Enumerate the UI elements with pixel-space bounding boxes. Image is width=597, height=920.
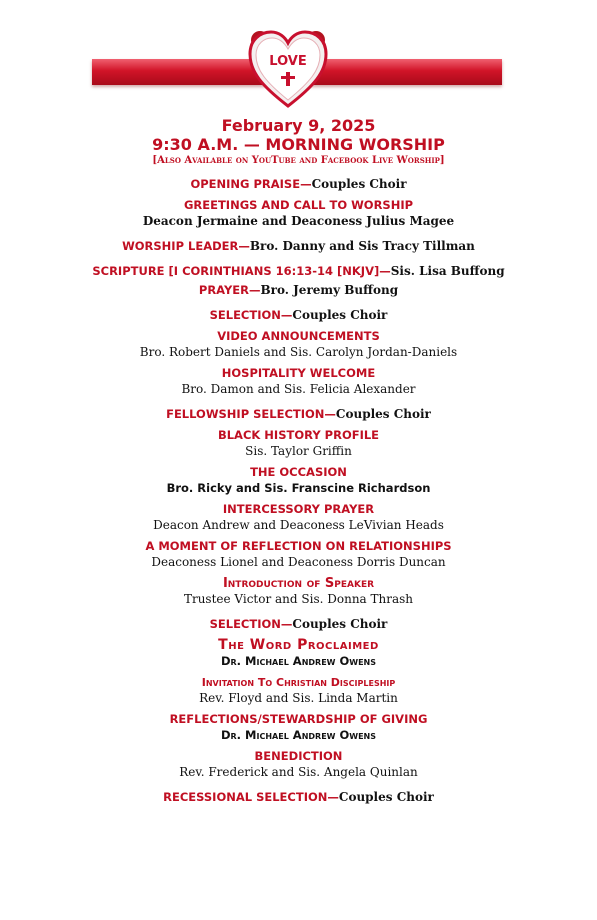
the-occasion	[0, 465, 597, 496]
program-list	[0, 116, 597, 811]
intercessory-prayer	[0, 502, 597, 533]
worship-leader	[0, 235, 597, 254]
item-title: PRAYER—	[198, 283, 261, 297]
fellowship-selection	[0, 403, 597, 422]
item-title: FELLOWSHIP SELECTION—	[166, 407, 336, 421]
selection-2	[0, 613, 597, 632]
service-date: February 9, 2025	[221, 116, 376, 135]
black-history-profile	[0, 428, 597, 459]
item-title: GREETINGS AND CALL TO WORSHIP	[183, 198, 414, 212]
service-title: 9:30 A.M. — MORNING WORSHIP	[152, 135, 445, 154]
word-proclaimed	[0, 638, 597, 669]
recessional-selection	[0, 786, 597, 805]
item-people: Dr. Michael Andrew Owens	[220, 654, 377, 668]
benediction	[0, 749, 597, 780]
item-people: Rev. Floyd and Sis. Linda Martin	[199, 691, 398, 705]
item-people: Couples Choir	[338, 790, 434, 804]
item-people: Bro. Robert Daniels and Sis. Carolyn Jordan-Daniels	[139, 345, 458, 359]
item-title: INTERCESSORY PRAYER	[222, 502, 375, 516]
item-title: WORSHIP LEADER—	[122, 239, 250, 253]
item-people: Couples Choir	[335, 407, 431, 421]
item-people: Deacon Andrew and Deaconess LeVivian Heads	[153, 518, 444, 532]
item-title: HOSPITALITY WELCOME	[221, 366, 376, 380]
item-people: Deaconess Lionel and Deaconess Dorris Duncan	[151, 555, 446, 569]
item-people: Bro. Jeremy Buffong	[260, 283, 399, 297]
prayer	[0, 279, 597, 298]
item-people: Bro. Ricky and Sis. Franscine Richardson	[166, 481, 431, 495]
item-title: Invitation To Christian Discipleship	[201, 676, 396, 689]
introduction-of-speaker	[0, 576, 597, 607]
greetings	[0, 198, 597, 229]
item-people: Bro. Damon and Sis. Felicia Alexander	[181, 382, 416, 396]
item-title: SCRIPTURE [I CORINTHIANS 16:13-14 [NKJV]—	[92, 264, 391, 278]
item-title: A MOMENT OF REFLECTION ON RELATIONSHIPS	[145, 539, 452, 553]
item-people: Dr. Michael Andrew Owens	[220, 728, 377, 742]
item-people: Deacon Jermaine and Deaconess Julius Magee	[142, 214, 455, 228]
item-title: Introduction of Speaker	[222, 576, 375, 591]
item-people: Couples Choir	[292, 617, 388, 631]
item-people: Sis. Lisa Buffong	[390, 264, 505, 278]
item-people: Bro. Danny and Sis Tracy Tillman	[249, 239, 475, 253]
item-title: THE OCCASION	[250, 465, 347, 479]
stewardship-of-giving	[0, 712, 597, 743]
hospitality-welcome	[0, 366, 597, 397]
video-announcements	[0, 329, 597, 360]
item-title: OPENING PRAISE—	[190, 177, 312, 191]
invitation-to-discipleship	[0, 675, 597, 706]
moment-of-reflection	[0, 539, 597, 570]
item-title: REFLECTIONS/STEWARDSHIP OF GIVING	[169, 712, 428, 726]
opening-praise	[0, 173, 597, 192]
item-title: The Word Proclaimed	[218, 637, 379, 653]
selection-1	[0, 304, 597, 323]
item-title: SELECTION—	[209, 617, 293, 631]
availability-note: [Also Available on YouTube and Facebook Live Worship]	[152, 155, 445, 166]
item-title: RECESSIONAL SELECTION—	[163, 790, 339, 804]
item-people: Couples Choir	[292, 308, 388, 322]
love-badge: LOVE	[269, 54, 307, 69]
item-people: Rev. Frederick and Sis. Angela Quinlan	[179, 765, 418, 779]
item-title: BLACK HISTORY PROFILE	[217, 428, 380, 442]
item-people: Trustee Victor and Sis. Donna Thrash	[183, 592, 414, 606]
item-people: Sis. Taylor Griffin	[245, 444, 352, 458]
item-people: Couples Choir	[311, 177, 407, 191]
scripture	[0, 260, 597, 279]
item-title: BENEDICTION	[254, 749, 343, 763]
item-title: VIDEO ANNOUNCEMENTS	[217, 329, 380, 343]
heart-emblem	[242, 22, 334, 114]
item-title: SELECTION—	[209, 308, 293, 322]
